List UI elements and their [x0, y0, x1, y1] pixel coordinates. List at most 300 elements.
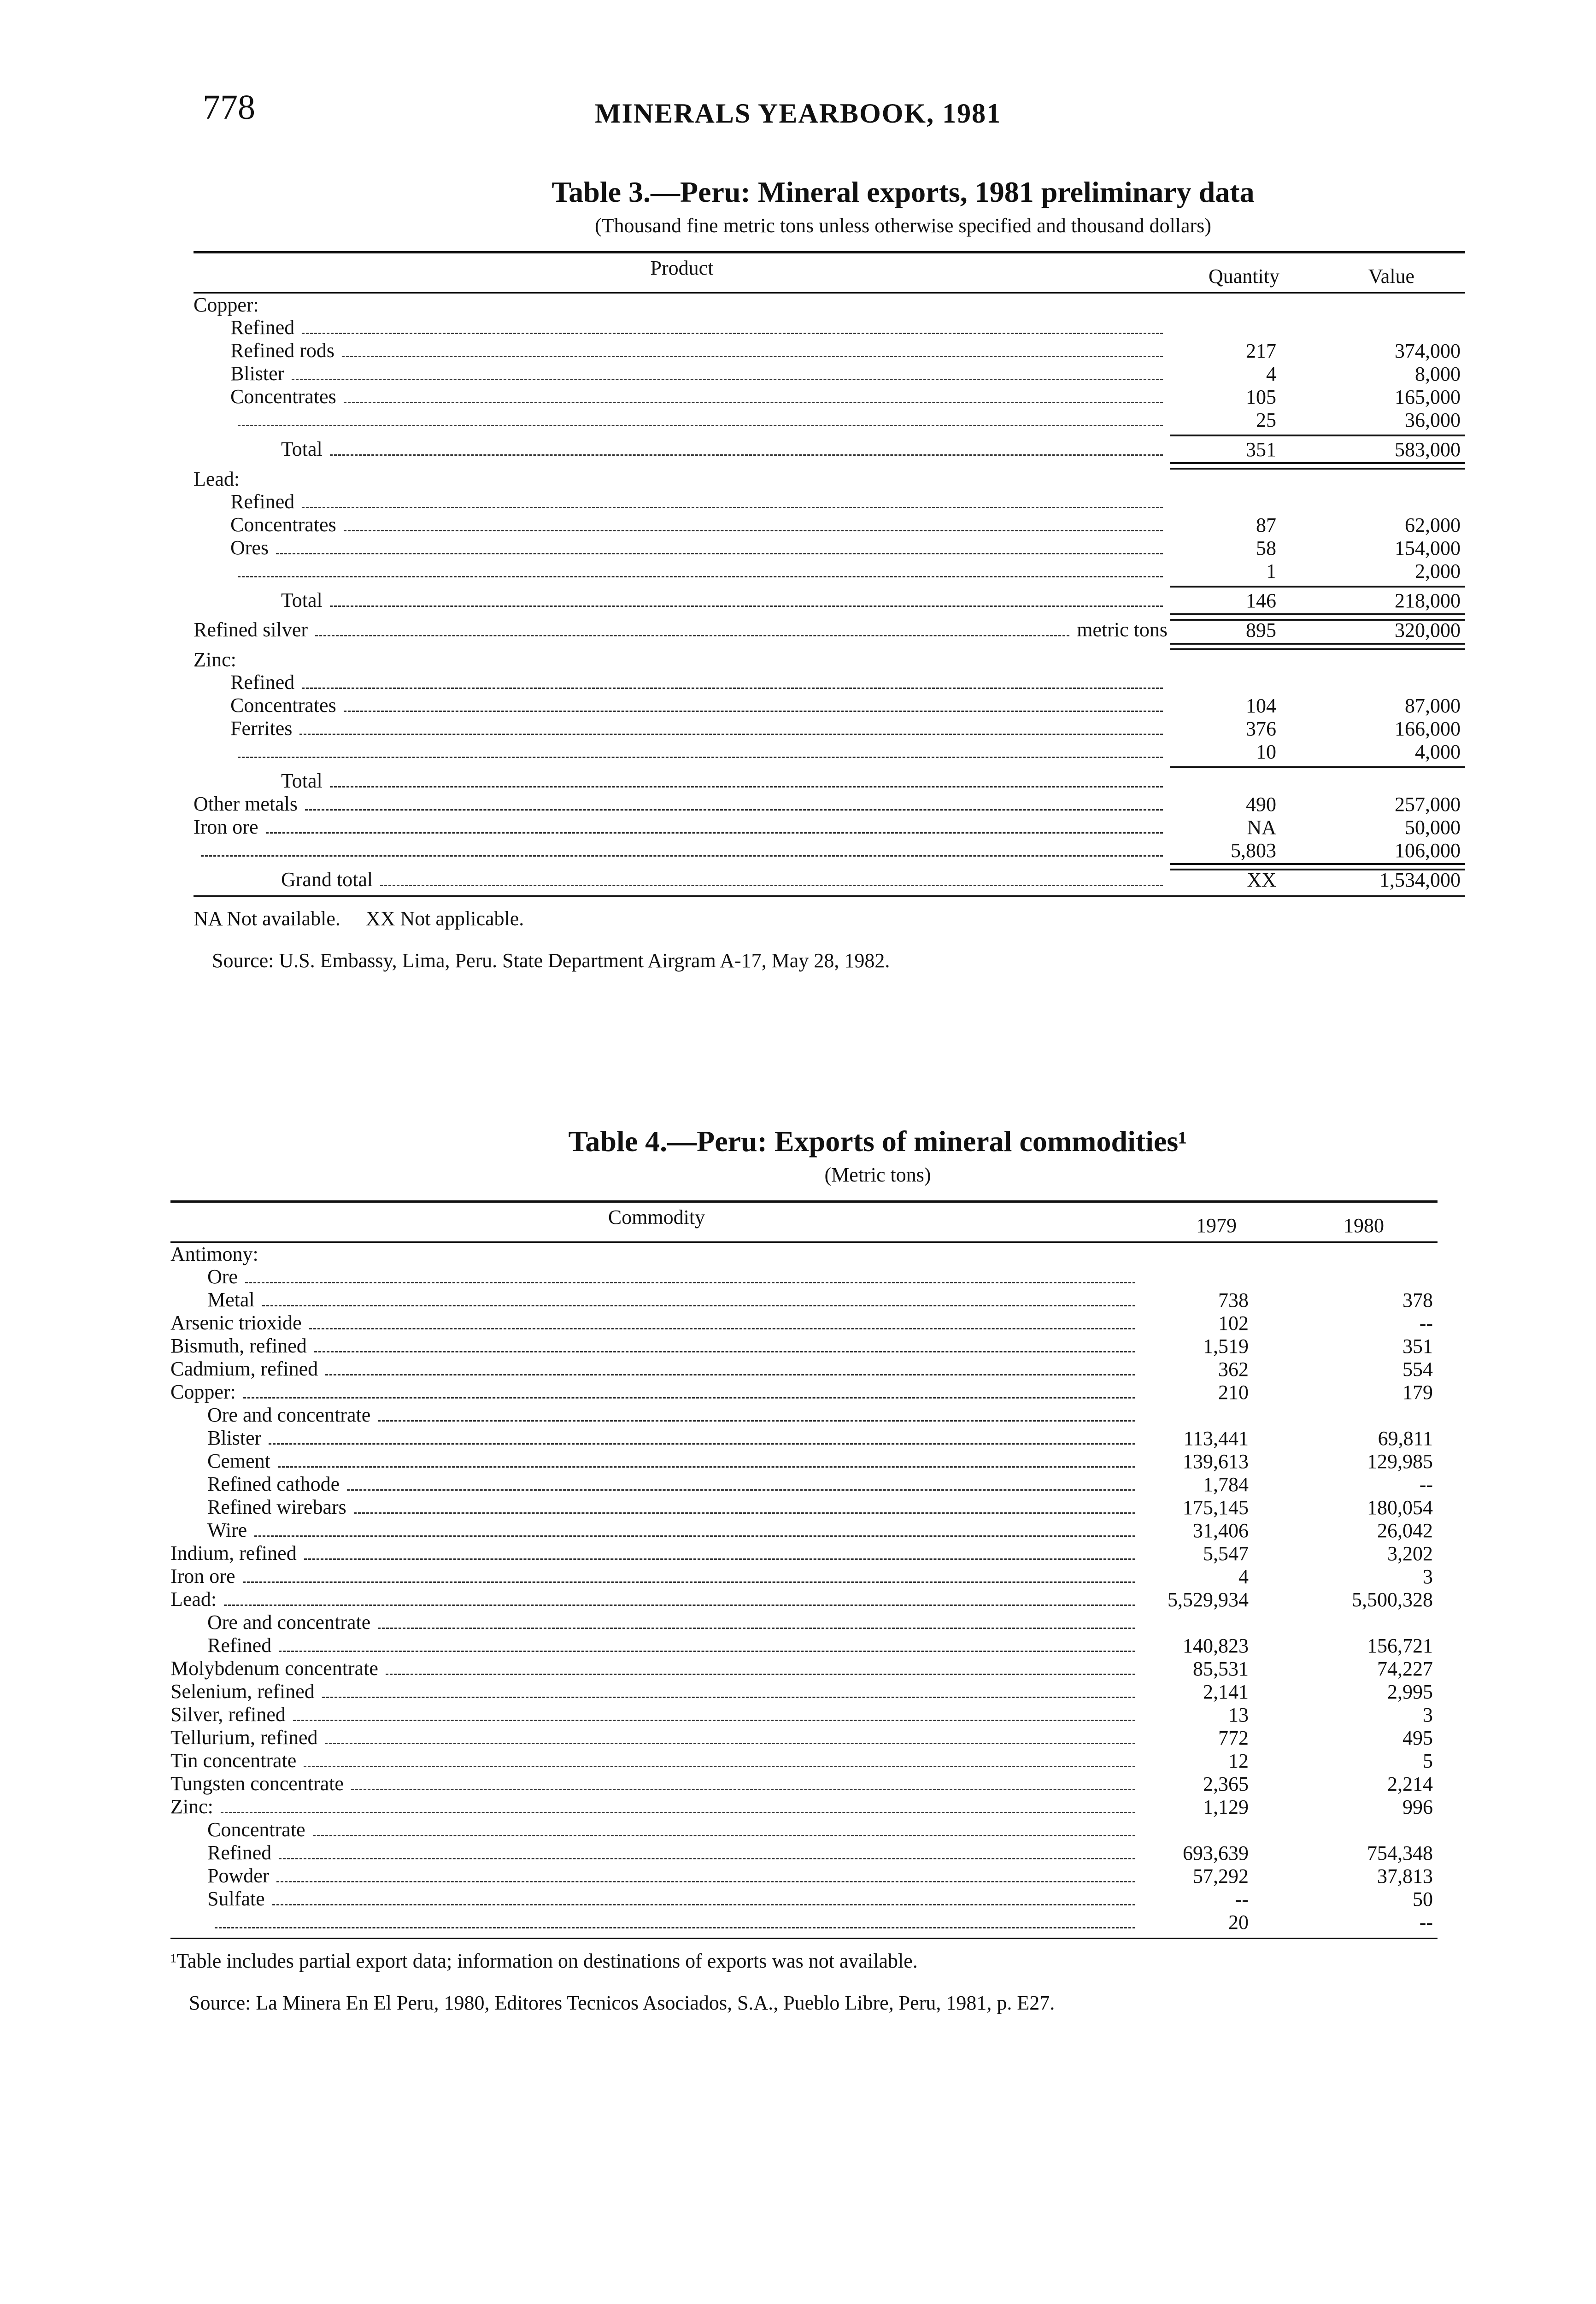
row-label-text: Other metals [194, 793, 298, 815]
cell-b: 179 [1402, 1381, 1433, 1404]
row-label-text: Refined [230, 671, 295, 694]
row-label [170, 1749, 1143, 1773]
table-row [170, 1842, 1438, 1865]
row-label [170, 1404, 1143, 1427]
row-label-text: Ore [207, 1265, 238, 1288]
cell-a: 102 [1218, 1312, 1249, 1334]
cell-b: 3,202 [1387, 1542, 1433, 1565]
table-row [170, 1335, 1438, 1358]
row-label [170, 1265, 1143, 1289]
table-row [170, 1565, 1438, 1588]
cell-b: 69,811 [1378, 1427, 1433, 1450]
cell-v: 4,000 [1415, 741, 1461, 763]
cell-a: 13 [1228, 1704, 1249, 1726]
row-label [194, 490, 1170, 514]
row-label-text: Concentrate [207, 1818, 305, 1841]
cell-b: -- [1419, 1473, 1433, 1496]
row-label-text: Tungsten concentrate [170, 1772, 344, 1795]
cell-a: 2,141 [1203, 1681, 1249, 1703]
cell-q: 217 [1246, 340, 1276, 362]
cell-b: 996 [1402, 1796, 1433, 1818]
dot-leader [313, 1834, 1135, 1836]
dot-leader [325, 1374, 1135, 1375]
table-row [194, 514, 1465, 537]
table-row [194, 409, 1465, 432]
table-row [170, 1796, 1438, 1819]
dot-leader [344, 401, 1163, 403]
cell-q: NA [1247, 816, 1276, 839]
cell-a: 85,531 [1193, 1657, 1249, 1680]
cell-b: 495 [1402, 1727, 1433, 1749]
table-4-title: Table 4.—Peru: Exports of mineral commodities¹ [568, 1125, 1187, 1158]
cell-q: 58 [1256, 537, 1276, 559]
row-label [194, 576, 1170, 583]
double-total-rule [194, 862, 1465, 869]
cell-b: 26,042 [1377, 1519, 1433, 1542]
column-header-commodity: Commodity [608, 1206, 705, 1228]
cell-v: 320,000 [1395, 619, 1461, 641]
cell-b: 754,348 [1367, 1842, 1433, 1864]
row-label [170, 1657, 1143, 1681]
table-row [194, 363, 1465, 386]
cell-b: 2,214 [1387, 1773, 1433, 1795]
row-label-text: Total [281, 589, 323, 611]
cell-a: 113,441 [1183, 1427, 1249, 1450]
dot-leader [243, 1397, 1135, 1399]
dot-leader [238, 756, 1163, 758]
row-label [170, 1841, 1143, 1865]
cell-b: 554 [1402, 1358, 1433, 1381]
table-row [170, 1819, 1438, 1842]
row-label [194, 816, 1170, 839]
cell-a: 772 [1218, 1727, 1249, 1749]
table-row [194, 294, 1465, 317]
cell-q: 146 [1246, 589, 1276, 612]
table-row [170, 1634, 1438, 1657]
row-label-text: Lead: [170, 1588, 217, 1610]
dot-leader [272, 1904, 1135, 1905]
row-label [194, 717, 1170, 741]
dot-leader [278, 1466, 1135, 1468]
row-label-text: Total [281, 438, 323, 460]
table-row [194, 816, 1465, 839]
row-label [194, 385, 1170, 409]
row-label-text: Copper: [194, 294, 259, 316]
row-label [170, 1864, 1143, 1888]
row-label [194, 536, 1170, 560]
table-row [194, 839, 1465, 862]
dot-leader [302, 506, 1163, 508]
dot-leader [276, 1881, 1135, 1882]
cell-a: 140,823 [1183, 1634, 1249, 1657]
dot-leader [378, 1420, 1135, 1422]
row-label [194, 339, 1170, 363]
dot-leader [279, 1857, 1135, 1859]
row-label-text: Metal [207, 1288, 255, 1311]
cell-q: 104 [1246, 694, 1276, 717]
dot-leader [292, 378, 1163, 380]
table-4-footnote: ¹Table includes partial export data; information on destinations of exports was not available. [170, 1950, 918, 1972]
dot-leader [325, 1742, 1135, 1744]
cell-b: 351 [1402, 1335, 1433, 1358]
cell-b: 3 [1423, 1565, 1433, 1588]
row-label [194, 589, 1170, 612]
row-label-text: Powder [207, 1864, 270, 1887]
row-label [194, 424, 1170, 432]
column-header-1979: 1979 [1196, 1214, 1237, 1237]
dot-leader [254, 1535, 1135, 1537]
table-row [170, 1427, 1438, 1450]
double-total-rule [194, 642, 1465, 648]
dot-leader [309, 1328, 1135, 1329]
cell-v: 166,000 [1395, 717, 1461, 740]
column-header-quantity: Quantity [1209, 265, 1279, 288]
row-label-text: Concentrates [230, 513, 336, 536]
table-row [170, 1358, 1438, 1381]
row-label-text: Iron ore [170, 1565, 235, 1587]
dot-leader [304, 1558, 1135, 1560]
table-3-source: Source: U.S. Embassy, Lima, Peru. State Department Airgram A-17, May 28, 1982. [212, 949, 890, 972]
cell-v: 106,000 [1395, 839, 1461, 862]
cell-a: 1,519 [1203, 1335, 1249, 1358]
dot-leader [305, 809, 1163, 811]
table-4-bottom-rule [170, 1938, 1438, 1939]
row-label-text: Selenium, refined [170, 1680, 315, 1703]
table-4-body [170, 1243, 1438, 1934]
row-label-text: Grand total [281, 868, 373, 891]
cell-q: XX [1247, 869, 1276, 891]
row-label [170, 1726, 1143, 1750]
cell-a: 12 [1228, 1750, 1249, 1772]
cell-q: 10 [1256, 741, 1276, 763]
table-row [170, 1773, 1438, 1796]
dot-leader [269, 1443, 1135, 1445]
cell-b: 37,813 [1377, 1865, 1433, 1887]
cell-q: 25 [1256, 409, 1276, 431]
table-row [170, 1266, 1438, 1289]
table-row [170, 1542, 1438, 1565]
table-row [170, 1704, 1438, 1727]
cell-v: 218,000 [1395, 589, 1461, 612]
row-label-text: Concentrates [230, 694, 336, 717]
cell-v: 8,000 [1415, 363, 1461, 385]
cell-v: 165,000 [1395, 386, 1461, 408]
row-label [194, 868, 1170, 892]
dot-leader [302, 687, 1163, 689]
row-label [194, 513, 1170, 537]
table-row [170, 1588, 1438, 1611]
cell-q: 1 [1266, 560, 1276, 582]
row-label-text: Refined rods [230, 339, 335, 362]
dot-leader [322, 1696, 1135, 1698]
cell-v: 154,000 [1395, 537, 1461, 559]
table-row [194, 491, 1465, 514]
cell-a: 1,129 [1203, 1796, 1249, 1818]
dot-leader [201, 855, 1163, 857]
dot-leader [304, 1765, 1135, 1767]
row-label-text: Iron ore [194, 816, 258, 838]
table-row [170, 1911, 1438, 1934]
page-number: 778 [203, 88, 255, 127]
row-label [170, 1927, 1143, 1934]
row-label-text: Refined [207, 1634, 272, 1657]
row-label [170, 1634, 1143, 1657]
table-row [194, 438, 1465, 461]
row-label-text: Copper: [170, 1381, 236, 1403]
dot-leader [351, 1788, 1135, 1790]
cell-a: 362 [1218, 1358, 1249, 1381]
row-label-text: Molybdenum concentrate [170, 1657, 378, 1680]
dot-leader [238, 576, 1163, 577]
dot-leader [378, 1627, 1135, 1629]
cell-a: 4 [1238, 1565, 1249, 1588]
row-label [194, 438, 1170, 461]
dot-leader [347, 1489, 1135, 1491]
dot-leader [344, 529, 1163, 531]
cell-a: 693,639 [1183, 1842, 1249, 1864]
table-3 [194, 175, 1465, 972]
row-label-text: Tellurium, refined [170, 1726, 318, 1749]
row-label-text: Cadmium, refined [170, 1358, 318, 1380]
cell-q: 105 [1246, 386, 1276, 408]
table-row [194, 386, 1465, 409]
cell-b: 378 [1402, 1289, 1433, 1311]
dot-leader [302, 332, 1163, 334]
dot-leader [380, 884, 1163, 886]
table-row [170, 1473, 1438, 1496]
dot-leader [342, 355, 1163, 357]
table-row [170, 1727, 1438, 1750]
table-row [194, 671, 1465, 694]
row-label [170, 1772, 1143, 1796]
row-label-text: Blister [207, 1427, 262, 1449]
table-row [194, 560, 1465, 583]
table-row [170, 1404, 1438, 1427]
column-header-product: Product [650, 257, 714, 279]
row-label-text: Zinc: [170, 1795, 213, 1818]
row-label-text: Ore and concentrate [207, 1404, 371, 1426]
cell-b: 156,721 [1367, 1634, 1433, 1657]
table-row [170, 1381, 1438, 1404]
row-label-text: Zinc: [194, 648, 236, 671]
row-label [194, 694, 1170, 717]
cell-q: 376 [1246, 717, 1276, 740]
cell-a: 31,406 [1193, 1519, 1249, 1542]
cell-v: 374,000 [1395, 340, 1461, 362]
row-label-text: Arsenic trioxide [170, 1311, 302, 1334]
cell-a: 738 [1218, 1289, 1249, 1311]
table-row [194, 694, 1465, 717]
table-row [194, 869, 1465, 892]
row-label-text: Blister [230, 362, 285, 385]
cell-b: 50 [1413, 1888, 1433, 1910]
table-3-bottom-rule [194, 895, 1465, 897]
row-label-text: Refined wirebars [207, 1496, 346, 1518]
total-rule [194, 432, 1465, 438]
row-label [194, 618, 1170, 642]
cell-a: 210 [1218, 1381, 1249, 1404]
dot-leader [330, 454, 1163, 456]
total-rule [194, 583, 1465, 589]
table-row [170, 1496, 1438, 1519]
cell-v: 50,000 [1405, 816, 1461, 839]
table-row [194, 648, 1465, 671]
dot-leader [344, 710, 1163, 712]
row-label [170, 1496, 1143, 1519]
cell-v: 36,000 [1405, 409, 1461, 431]
table-row [194, 770, 1465, 793]
row-label [194, 468, 1170, 491]
row-label [170, 1680, 1143, 1704]
row-label-text: Refined silver [194, 618, 308, 641]
table-row [170, 1312, 1438, 1335]
cell-v: 257,000 [1395, 793, 1461, 816]
dot-leader [299, 733, 1163, 735]
table-row [194, 340, 1465, 363]
cell-a: 175,145 [1183, 1496, 1249, 1519]
row-label-text: Sulfate [207, 1887, 265, 1910]
row-label-text: Refined cathode [207, 1473, 340, 1495]
table-row [194, 793, 1465, 816]
table-row [194, 619, 1465, 642]
table-row [170, 1865, 1438, 1888]
table-row [194, 717, 1465, 741]
row-label [170, 1565, 1143, 1588]
cell-a: 1,784 [1203, 1473, 1249, 1496]
cell-v: 583,000 [1395, 438, 1461, 461]
cell-q: 5,803 [1231, 839, 1276, 862]
dot-leader [315, 635, 1069, 636]
row-label [170, 1358, 1143, 1381]
total-rule [194, 764, 1465, 770]
row-label-text: Silver, refined [170, 1703, 286, 1726]
column-header-value: Value [1368, 265, 1415, 288]
cell-b: -- [1419, 1312, 1433, 1334]
table-row [170, 1243, 1438, 1266]
table-row [170, 1611, 1438, 1634]
cell-b: 3 [1423, 1704, 1433, 1726]
dot-leader [238, 424, 1163, 426]
table-4-source: Source: La Minera En El Peru, 1980, Editores Tecnicos Asociados, S.A., Pueblo Libre, Peru, 1981, p. E27. [189, 1992, 1055, 2014]
dot-leader [221, 1811, 1135, 1813]
table-3-column-headers [194, 253, 1465, 292]
cell-q: 87 [1256, 514, 1276, 536]
row-label-text: Bismuth, refined [170, 1334, 307, 1357]
row-label-text: Antimony: [170, 1243, 258, 1265]
row-label [194, 362, 1170, 386]
table-row [170, 1519, 1438, 1542]
dot-leader [245, 1281, 1135, 1283]
cell-a: 20 [1228, 1911, 1249, 1934]
row-label-text: Cement [207, 1450, 270, 1472]
cell-q: 351 [1246, 438, 1276, 461]
cell-a: -- [1235, 1888, 1249, 1910]
cell-b: 5,500,328 [1352, 1588, 1433, 1611]
cell-v: 2,000 [1415, 560, 1461, 582]
cell-b: -- [1419, 1911, 1433, 1934]
table-row [194, 589, 1465, 612]
dot-leader [266, 832, 1163, 834]
dot-leader [279, 1650, 1135, 1652]
row-label [194, 648, 1170, 671]
table-row [194, 317, 1465, 340]
table-3-note: NA Not available. XX Not applicable. [194, 907, 524, 930]
table-row [194, 468, 1465, 491]
cell-v: 87,000 [1405, 694, 1461, 717]
table-row [170, 1289, 1438, 1312]
row-label-text: Total [281, 770, 323, 792]
table-row [194, 537, 1465, 560]
row-label [170, 1818, 1143, 1842]
cell-a: 2,365 [1203, 1773, 1249, 1795]
row-label [194, 671, 1170, 694]
row-label [170, 1473, 1143, 1496]
row-label-text: Ores [230, 536, 269, 559]
cell-q: 895 [1246, 619, 1276, 641]
cell-a: 139,613 [1183, 1450, 1249, 1473]
row-label [170, 1611, 1143, 1634]
row-label [194, 294, 1170, 317]
row-label [194, 855, 1170, 862]
row-label [194, 793, 1170, 816]
row-label-text: Wire [207, 1519, 247, 1541]
row-label-text: Indium, refined [170, 1542, 297, 1564]
double-total-rule [194, 612, 1465, 619]
row-label [170, 1703, 1143, 1727]
double-total-rule [194, 461, 1465, 468]
dot-leader [224, 1604, 1135, 1606]
row-label [170, 1795, 1143, 1819]
table-row [170, 1888, 1438, 1911]
row-label-text: Refined [230, 316, 295, 339]
table-row [170, 1681, 1438, 1704]
dot-leader [330, 605, 1163, 607]
dot-leader [293, 1719, 1135, 1721]
row-label [194, 770, 1170, 793]
row-unit: metric tons [1077, 618, 1168, 641]
row-label-text: Concentrates [230, 385, 336, 408]
cell-b: 129,985 [1367, 1450, 1433, 1473]
row-label-text: Refined [207, 1841, 272, 1864]
dot-leader [262, 1305, 1135, 1306]
cell-v: 62,000 [1405, 514, 1461, 536]
row-label [170, 1288, 1143, 1312]
cell-a: 57,292 [1193, 1865, 1249, 1887]
row-label [170, 1542, 1143, 1565]
running-head: MINERALS YEARBOOK, 1981 [594, 98, 1002, 129]
row-label-text: Ferrites [230, 717, 293, 740]
cell-q: 490 [1246, 793, 1276, 816]
row-label-text: Refined [230, 490, 295, 513]
cell-b: 74,227 [1377, 1657, 1433, 1680]
dot-leader [215, 1927, 1135, 1928]
row-label [170, 1450, 1143, 1473]
dot-leader [354, 1512, 1135, 1514]
cell-b: 5 [1423, 1750, 1433, 1772]
row-label [170, 1427, 1143, 1450]
cell-a: 5,529,934 [1168, 1588, 1249, 1611]
table-4 [170, 1124, 1438, 2015]
dot-leader [386, 1673, 1135, 1675]
table-4-column-headers [170, 1203, 1438, 1241]
table-row [170, 1657, 1438, 1681]
dot-leader [243, 1581, 1136, 1583]
cell-a: 5,547 [1203, 1542, 1249, 1565]
row-label [194, 316, 1170, 340]
row-label [170, 1334, 1143, 1358]
column-header-1980: 1980 [1344, 1214, 1384, 1237]
row-label-text: Tin concentrate [170, 1749, 297, 1772]
